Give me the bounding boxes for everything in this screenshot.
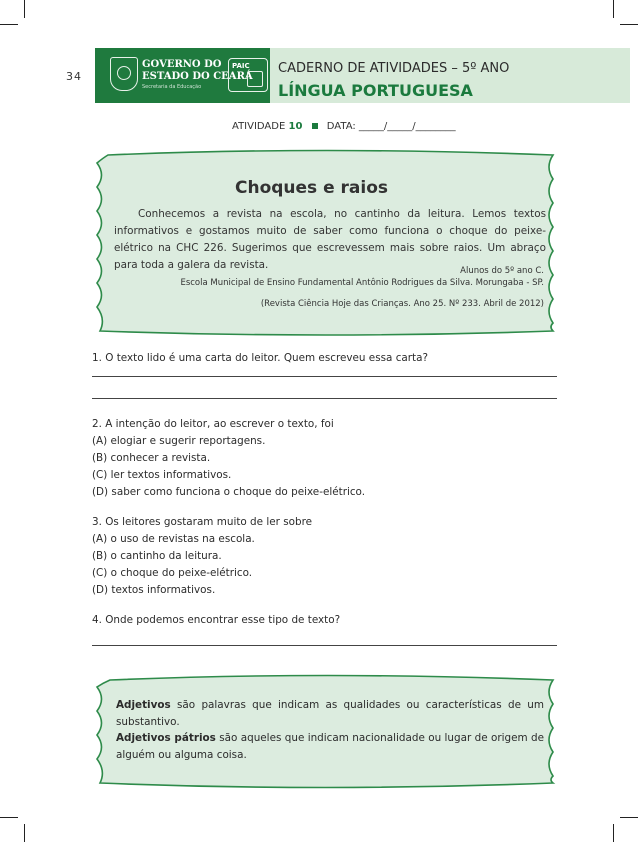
q2-option-a[interactable]: (A) elogiar e sugerir reportagens. (92, 435, 266, 447)
q2-option-b[interactable]: (B) conhecer a revista. (92, 452, 211, 464)
question-3: 3. Os leitores gostaram muito de ler sobre (92, 516, 313, 528)
q3-option-d[interactable]: (D) textos informativos. (92, 584, 216, 596)
q2-option-d[interactable]: (D) saber como funciona o choque do peixe-elétrico. (92, 486, 366, 498)
definition-adjetivos (116, 697, 544, 731)
activity-number: 10 (288, 121, 303, 132)
gov-line1: GOVERNO DO (142, 59, 222, 70)
def-adjetivos-patrios: são aqueles que indicam nacionalidade ou lugar de origem de alguém ou alguma coisa. (116, 732, 544, 761)
header-subject: LÍNGUA PORTUGUESA (278, 81, 473, 100)
letter-signature: Alunos do 5º ano C. (460, 266, 544, 276)
q3-option-b[interactable]: (B) o cantinho da leitura. (92, 550, 222, 562)
question-4: 4. Onde podemos encontrar esse tipo de texto? (92, 614, 341, 626)
gov-line2: ESTADO DO CEARÁ (142, 71, 253, 82)
header-title: CADERNO DE ATIVIDADES – 5º ANO (278, 61, 510, 76)
letter-body: Conhecemos a revista na escola, no cantinho da leitura. Lemos textos informativos e gostamos muito de saber como funciona o choque do peixe-elétrico na CHC 226. Sugerimos que escrevessem mais sobre raios. Um abraço para toda a galera da revista. (114, 208, 546, 271)
activity-label: ATIVIDADE (232, 121, 286, 132)
question-1: 1. O texto lido é uma carta do leitor. Quem escreveu essa carta? (92, 352, 429, 364)
page-number: 34 (66, 70, 82, 83)
term-adjetivos-patrios: Adjetivos pátrios (116, 732, 216, 744)
gov-subtitle: Secretaria da Educação (142, 84, 202, 90)
q3-option-c[interactable]: (C) o choque do peixe-elétrico. (92, 567, 253, 579)
date-field: DATA: _____/_____/________ (326, 121, 456, 132)
question-2: 2. A intenção do leitor, ao escrever o texto, foi (92, 418, 334, 430)
paic-label: PAIC (232, 62, 250, 70)
definition-adjetivos-patrios (116, 730, 544, 764)
def-adjetivos: são palavras que indicam as qualidades ou características de um substantivo. (116, 699, 544, 728)
letter-school: Escola Municipal de Ensino Fundamental Antônio Rodrigues da Silva. Morungaba - SP. (180, 278, 544, 288)
q2-option-c[interactable]: (C) ler textos informativos. (92, 469, 232, 481)
q3-option-a[interactable]: (A) o uso de revistas na escola. (92, 533, 255, 545)
term-adjetivos: Adjetivos (116, 699, 171, 711)
letter-source: (Revista Ciência Hoje das Crianças. Ano 25. Nº 233. Abril de 2012) (260, 299, 544, 309)
letter-title: Choques e raios (235, 178, 389, 198)
